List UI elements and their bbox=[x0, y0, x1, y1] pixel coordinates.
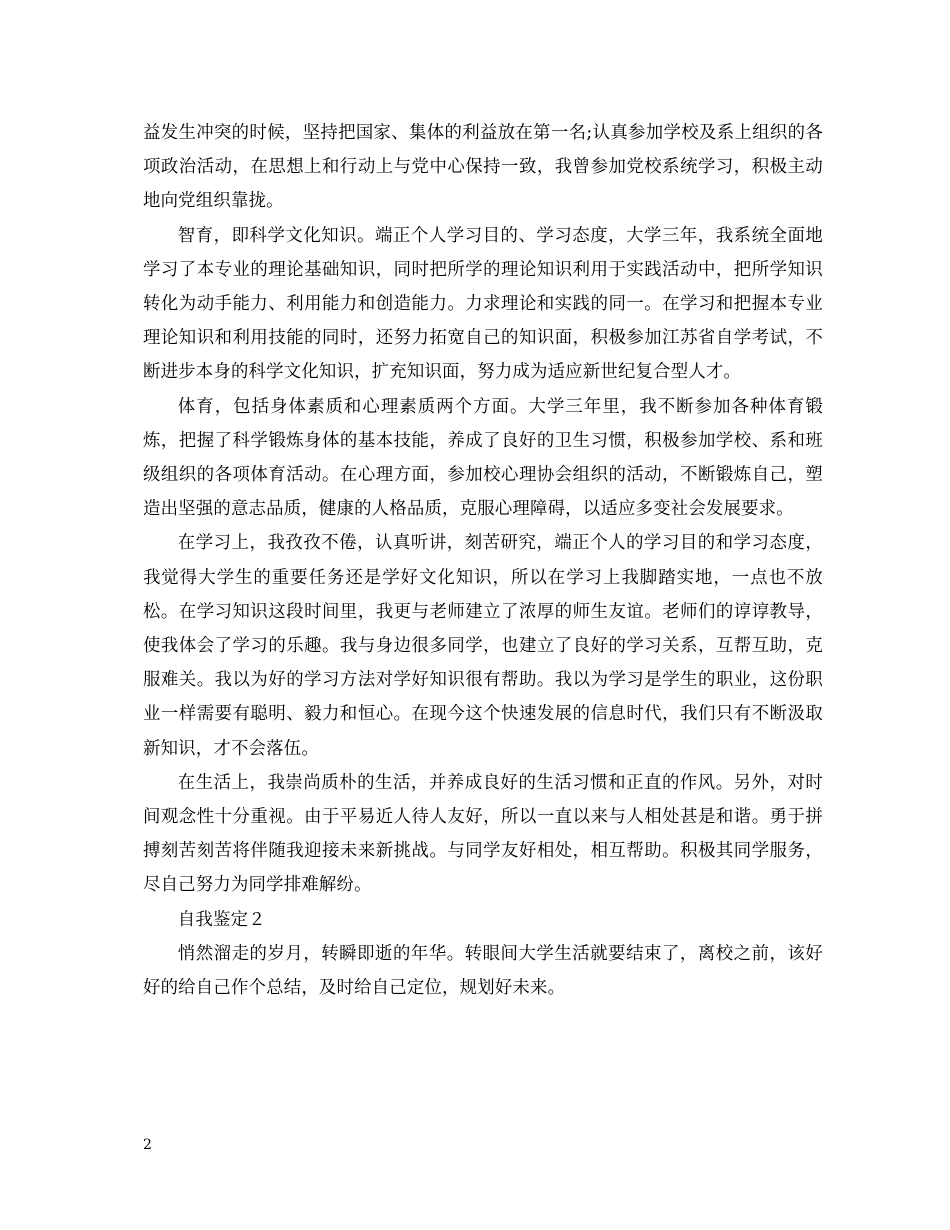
paragraph-intellectual: 智育，即科学文化知识。端正个人学习目的、学习态度，大学三年，我系统全面地学习了本专业的理论基础知识，同时把所学的理论知识利用于实践活动中，把所学知识转化为动手能力、利用能力和创造能力。力求理论和实践的同一。在学习和把握本专业理论知识和利用技能的同时，还努力拓宽自己的知识面，积极参加江苏省自学考试，不断进步本身的科学文化知识，扩充知识面，努力成为适应新世纪复合型人才。 bbox=[143, 225, 823, 383]
section-heading: 自我鉴定２ bbox=[177, 909, 266, 930]
paragraph-study: 在学习上，我孜孜不倦，认真听讲，刻苦研究，端正个人的学习目的和学习态度，我觉得大学生的重要任务还是学好文化知识，所以在学习上我脚踏实地，一点也不放松。在学习知识这段时间里，我更与老师建立了浓厚的师生友谊。老师们的谆谆教导，使我体会了学习的乐趣。我与身边很多同学，也建立了良好的学习关系，互帮互助，克服难关。我以为好的学习方法对学好知识很有帮助。我以为学习是学生的职业，这份职业一样需要有聪明、毅力和恒心。在现今这个快速发展的信息时代，我们只有不断汲取新知识，才不会落伍。 bbox=[143, 533, 823, 759]
paragraph-physical: 体育，包括身体素质和心理素质两个方面。大学三年里，我不断参加各种体育锻炼，把握了科学锻炼身体的基本技能，养成了良好的卫生习惯，积极参加学校、系和班级组织的各项体育活动。在心理方面，参加校心理协会组织的活动，不断锻炼自己，塑造出坚强的意志品质，健康的人格品质，克服心理障碍，以适应多变社会发展要求。 bbox=[143, 396, 823, 520]
paragraph-life: 在生活上，我崇尚质朴的生活，并养成良好的生活习惯和正直的作风。另外，对时间观念性十分重视。由于平易近人待人友好，所以一直以来与人相处甚是和谐。勇于拼搏刻苦刻苦将伴随我迎接未来新挑战。与同学友好相处，相互帮助。积极其同学服务，尽自己努力为同学排难解纷。 bbox=[143, 772, 823, 896]
paragraph-intro: 悄然溜走的岁月，转瞬即逝的年华。转眼间大学生活就要结束了，离校之前，该好好的给自己作个总结，及时给自己定位，规划好未来。 bbox=[143, 943, 823, 999]
document-body bbox=[143, 116, 823, 1005]
paragraph-political-continued: 益发生冲突的时候，坚持把国家、集体的利益放在第一名;认真参加学校及系上组织的各项政治活动，在思想上和行动上与党中心保持一致，我曾参加党校系统学习，积极主动地向党组织靠拢。 bbox=[143, 123, 823, 212]
page-number: 2 bbox=[143, 1137, 152, 1153]
